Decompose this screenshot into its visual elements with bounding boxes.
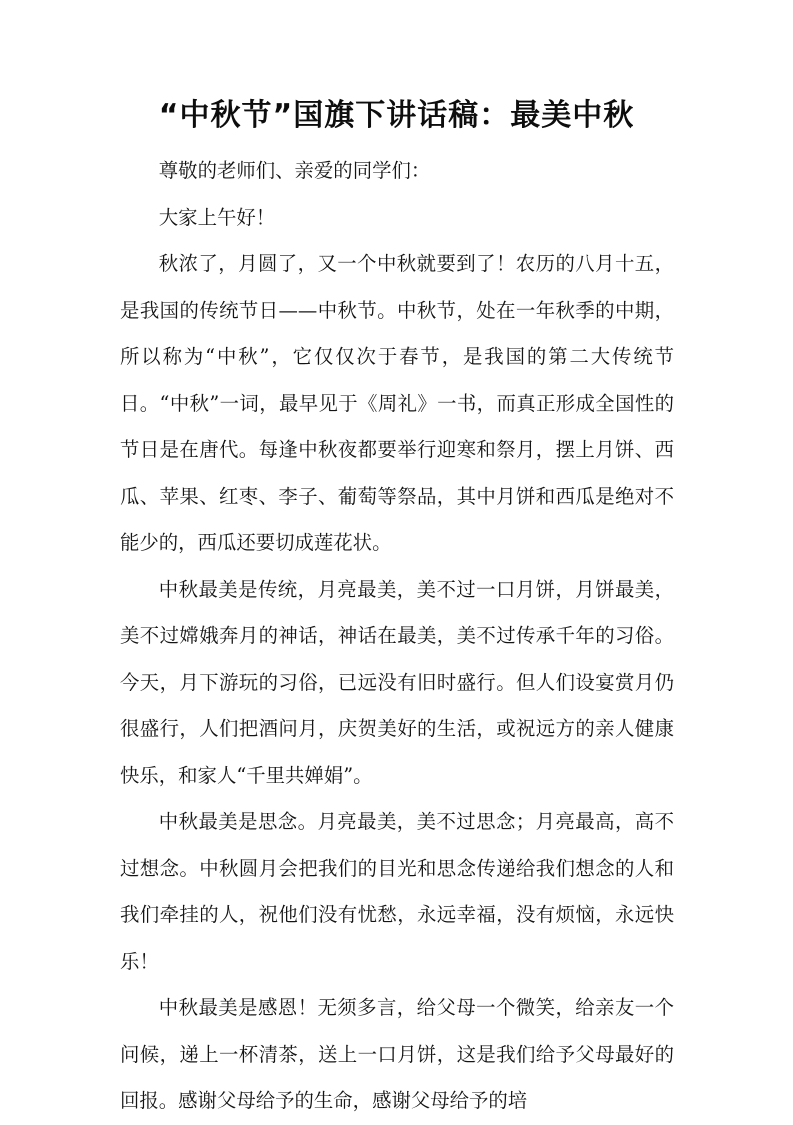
paragraph-tradition: 中秋最美是传统，月亮最美，美不过一口月饼，月饼最美，美不过嫦娥奔月的神话，神话在最美，美不过传承千年的习俗。今天，月下游玩的习俗，已远没有旧时盛行。但人们设宴赏月仍很盛行，人们把酒问月，庆贺美好的生活，或祝远方的亲人健康快乐，和家人“千里共婵娟”。	[120, 577, 674, 787]
paragraph-mid-autumn-intro: 秋浓了，月圆了，又一个中秋就要到了！农历的八月十五，是我国的传统节日——中秋节。中秋节，处在一年秋季的中期，所以称为“中秋”，它仅仅次于春节，是我国的第二大传统节日。“中秋”一词，最早见于《周礼》一书，而真正形成全国性的节日是在唐代。每逢中秋夜都要举行迎寒和祭月，摆上月饼、西瓜、苹果、红枣、李子、葡萄等祭品，其中月饼和西瓜是绝对不能少的，西瓜还要切成莲花状。	[120, 252, 674, 554]
salutation-line: 大家上午好！	[158, 205, 276, 229]
greeting-line: 尊敬的老师们、亲爱的同学们：	[158, 159, 431, 182]
document-body	[120, 148, 674, 1125]
paragraph-gratitude: 中秋最美是感恩！无须多言，给父母一个微笑，给亲友一个问候，递上一杯清茶，送上一口月饼，这是我们给予父母最好的回报。感谢父母给予的生命，感谢父母给予的培	[120, 996, 674, 1112]
document-title: “中秋节”国旗下讲话稿：最美中秋	[158, 98, 635, 133]
paragraph-longing: 中秋最美是思念。月亮最美，美不过思念；月亮最高，高不过想念。中秋圆月会把我们的目光和思念传递给我们想念的人和我们牵挂的人，祝他们没有忧愁，永远幸福，没有烦恼，永远快乐！	[120, 810, 674, 973]
